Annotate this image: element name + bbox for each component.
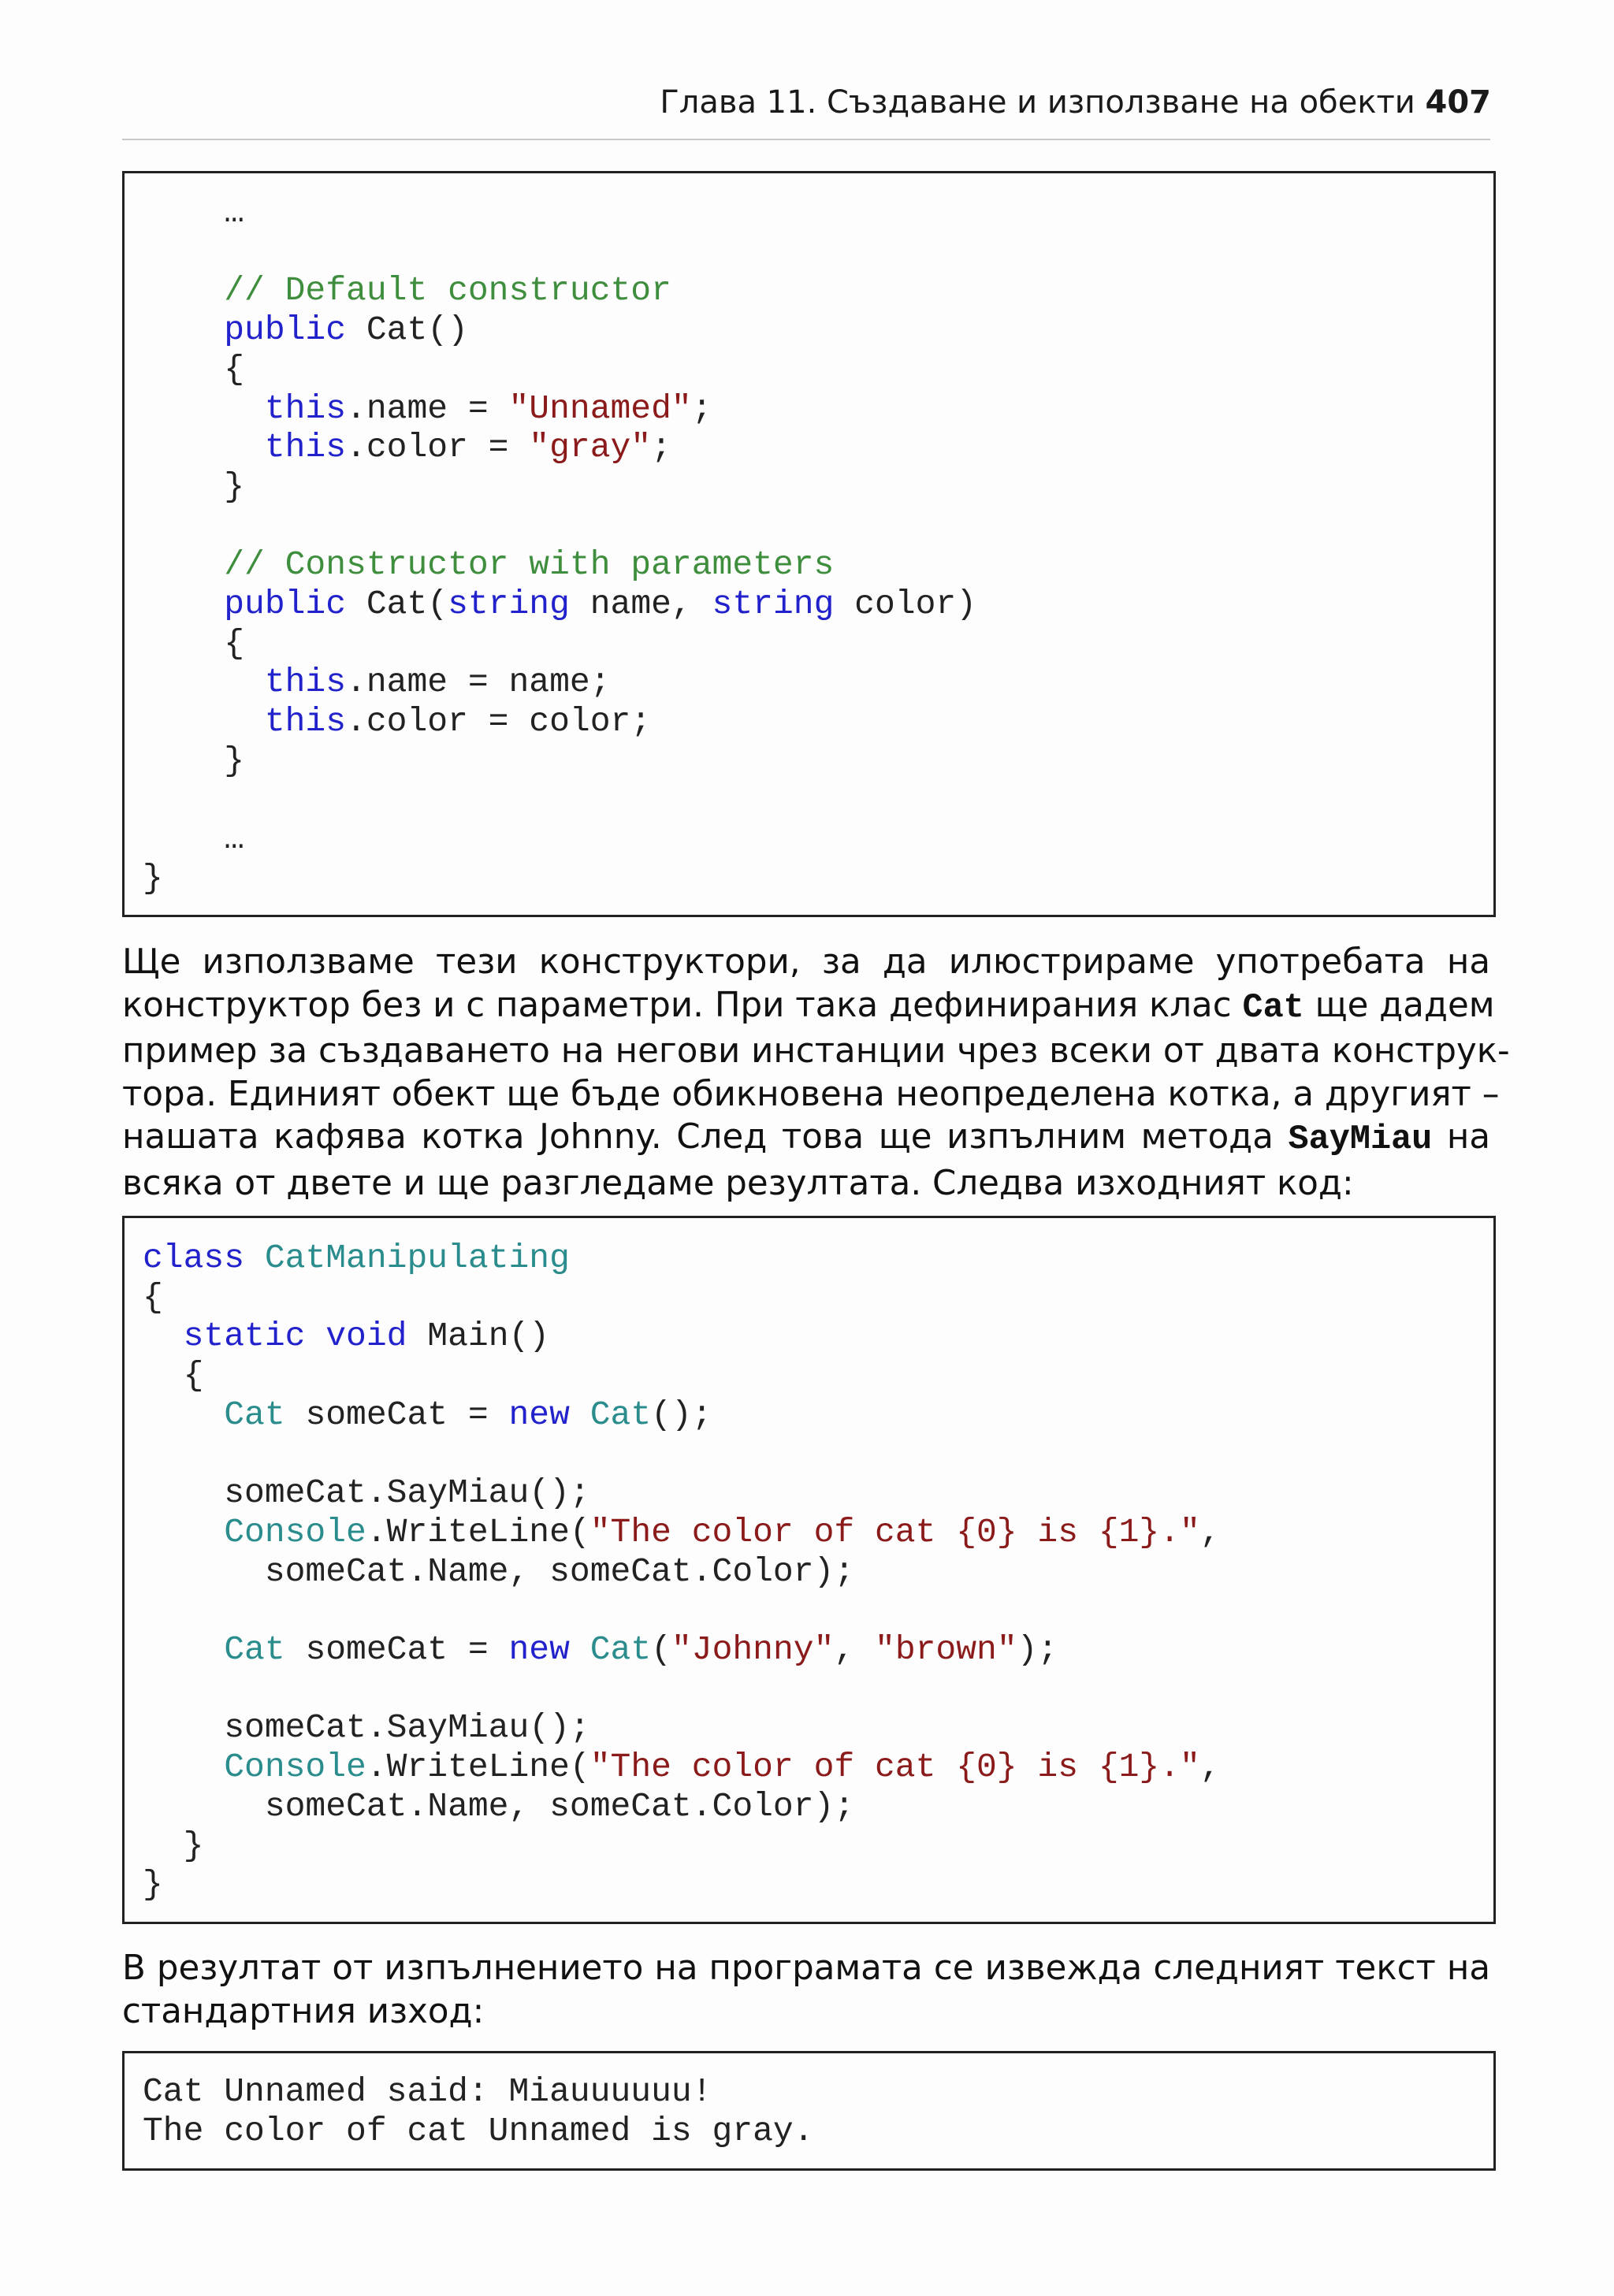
assign-color-param: .color = color; bbox=[346, 702, 652, 741]
default-constructor-signature: Cat() bbox=[366, 310, 468, 350]
format-string: "The color of cat {0} is {1}." bbox=[589, 1748, 1200, 1787]
paragraph-constructors-usage bbox=[122, 941, 1510, 1205]
header-divider bbox=[122, 139, 1490, 140]
type-cat: Cat bbox=[224, 1630, 285, 1670]
open-brace: { bbox=[183, 1356, 204, 1395]
type-cat: Cat bbox=[589, 1395, 652, 1434]
comment-constructor-params: // Constructor with parameters bbox=[224, 545, 835, 585]
comma: , bbox=[1199, 1512, 1221, 1551]
type-cat: Cat bbox=[589, 1630, 652, 1670]
output-line: Cat Unnamed said: Miauuuuuu! bbox=[143, 2072, 712, 2111]
open-paren: ( bbox=[651, 1630, 671, 1670]
comma-space: , bbox=[834, 1630, 876, 1670]
keyword-this: this bbox=[264, 663, 347, 702]
param-constructor-start: Cat( bbox=[366, 585, 448, 624]
writeline-call: .WriteLine( bbox=[366, 1748, 590, 1787]
close-brace: } bbox=[143, 1865, 163, 1904]
paragraph-text: на bbox=[1432, 1117, 1490, 1157]
string-brown: "brown" bbox=[875, 1630, 1017, 1670]
inline-code-cat: Cat bbox=[1242, 988, 1304, 1027]
comma: , bbox=[1199, 1748, 1221, 1787]
paragraph-line: пример за създаването на негови инстанции чрез всеки от двата конструк- bbox=[122, 1031, 1510, 1071]
close-brace: } bbox=[224, 466, 245, 506]
string-johnny: "Johnny" bbox=[671, 1630, 835, 1670]
paragraph-line: стандартния изход: bbox=[122, 1991, 485, 2031]
keyword-new: new bbox=[508, 1395, 570, 1434]
string-unnamed: "Unnamed" bbox=[508, 388, 692, 428]
type-console: Console bbox=[224, 1512, 366, 1551]
open-brace: { bbox=[224, 623, 245, 663]
keyword-void: void bbox=[325, 1317, 407, 1356]
keyword-this: this bbox=[264, 388, 347, 428]
keyword-string: string bbox=[448, 585, 570, 624]
output-line: The color of cat Unnamed is gray. bbox=[143, 2111, 814, 2150]
keyword-public: public bbox=[224, 585, 347, 624]
string-gray: "gray" bbox=[529, 428, 652, 467]
ellipsis-top: … bbox=[224, 193, 245, 232]
chapter-title: Глава 11. Създаване и използване на обекти bbox=[660, 84, 1415, 121]
close-paren-semicolon: ); bbox=[1017, 1630, 1058, 1670]
var-decl: someCat = bbox=[284, 1395, 509, 1434]
ellipsis-bottom: … bbox=[224, 819, 245, 859]
keyword-this: this bbox=[264, 702, 347, 741]
semicolon: ; bbox=[691, 388, 712, 428]
writeline-args: someCat.Name, someCat.Color); bbox=[264, 1551, 855, 1591]
close-brace: } bbox=[224, 741, 245, 780]
class-close-brace: } bbox=[143, 858, 163, 897]
type-cat: Cat bbox=[224, 1395, 285, 1434]
assign-color: .color = bbox=[346, 428, 530, 467]
keyword-static: static bbox=[183, 1317, 306, 1356]
class-name: CatManipulating bbox=[264, 1239, 570, 1277]
param-color: color) bbox=[834, 585, 977, 624]
paragraph-line: тора. Единият обект ще бъде обикновена неопределена котка, а другият – bbox=[122, 1074, 1500, 1114]
open-brace: { bbox=[224, 349, 245, 388]
param-name: name, bbox=[569, 585, 712, 624]
page-number: 407 bbox=[1425, 84, 1491, 121]
assign-name-param: .name = name; bbox=[346, 663, 611, 702]
call-saymiau: someCat.SayMiau(); bbox=[224, 1473, 590, 1513]
ctor-empty-call: (); bbox=[651, 1395, 712, 1434]
paragraph-line bbox=[122, 1116, 1490, 1162]
var-decl: someCat = bbox=[284, 1630, 509, 1670]
paragraph-line: В резултат от изпълнението на програмата се извежда следният текст на bbox=[122, 1949, 1490, 1988]
paragraph-line: Ще използваме тези конструктори, за да илюстрираме употребата на bbox=[122, 942, 1490, 982]
page-header bbox=[122, 79, 1491, 126]
format-string: "The color of cat {0} is {1}." bbox=[589, 1512, 1200, 1551]
paragraph-text: ще дадем bbox=[1303, 985, 1495, 1025]
paragraph-line: всяка от двете и ще разгледаме резултата. Следва изходният код: bbox=[122, 1163, 1354, 1203]
code-block-constructors bbox=[122, 171, 1496, 917]
keyword-new: new bbox=[508, 1630, 570, 1670]
close-brace: } bbox=[183, 1826, 204, 1865]
semicolon: ; bbox=[651, 428, 671, 467]
open-brace: { bbox=[143, 1277, 163, 1317]
console-output-block bbox=[122, 2051, 1496, 2171]
writeline-call: .WriteLine( bbox=[366, 1512, 590, 1551]
paragraph-line bbox=[122, 984, 1495, 1031]
keyword-class: class bbox=[143, 1239, 245, 1277]
assign-name: .name = bbox=[346, 388, 509, 428]
keyword-public: public bbox=[224, 310, 347, 350]
inline-code-saymiau: SayMiau bbox=[1288, 1120, 1433, 1159]
main-signature: Main() bbox=[427, 1317, 550, 1356]
comment-default-constructor: // Default constructor bbox=[224, 271, 671, 310]
call-saymiau: someCat.SayMiau(); bbox=[224, 1708, 590, 1748]
keyword-string: string bbox=[712, 585, 835, 624]
code-block-cat-manipulating bbox=[122, 1216, 1496, 1924]
paragraph-text: конструктор без и с параметри. При така дефинирания клас bbox=[122, 985, 1243, 1025]
keyword-this: this bbox=[264, 428, 347, 467]
paragraph-output-intro bbox=[122, 1947, 1490, 2033]
writeline-args: someCat.Name, someCat.Color); bbox=[264, 1786, 855, 1826]
paragraph-text: нашата кафява котка Johnny. След това ще изпълним метода bbox=[122, 1117, 1289, 1157]
type-console: Console bbox=[224, 1748, 366, 1787]
